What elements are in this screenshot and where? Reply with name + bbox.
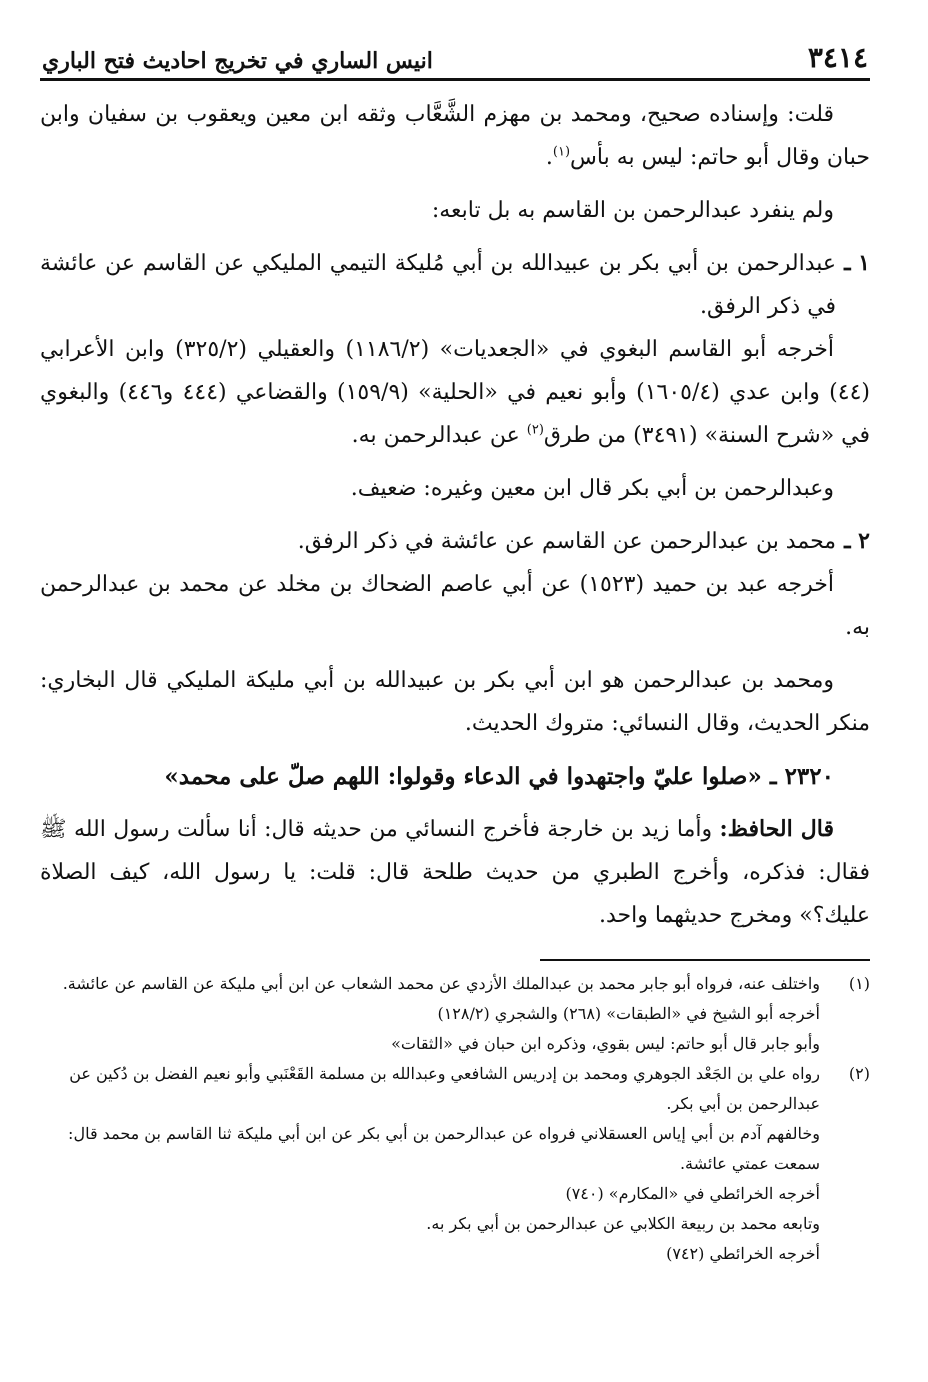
hafiz-label: قال الحافظ: (719, 816, 834, 842)
running-title: انيس الساري في تخريج احاديث فتح الباري (42, 48, 433, 74)
paragraph-takhrij-1: أخرجه أبو القاسم البغوي في «الجعديات» (١١٨٦/٢) والعقيلي (٣٢٥/٢) وابن الأعرابي (٤٤) وابن عدي (١٦٠٥/٤) وأبو نعيم في «الحلية» (١٥٩/٩) والقضاعي (٤٤٤ و٤٤٦) والبغوي في «شرح السنة» (٣٤٩١) من طرق$^{(٢)}$ عن عبدالرحمن به. (40, 337, 871, 448)
list-item-1 (40, 242, 870, 328)
footnote-2 (40, 1059, 870, 1269)
footnote-line: واختلف عنه، فرواه أبو جابر محمد بن عبدالملك الأزدي عن محمد الشعاب عن ابن أبي مليكة عن القاسم عن عائشة. (62, 974, 820, 993)
paragraph-takhrij-2: أخرجه عبد بن حميد (١٥٢٣) عن أبي عاصم الضحاك بن مخلد عن محمد بن عبدالرحمن به. (40, 572, 870, 640)
paragraph-narrator-grade-1: وعبدالرحمن بن أبي بكر قال ابن معين وغيره: ضعيف. (350, 476, 834, 501)
footnote-line: وأبو جابر قال أبو حاتم: ليس بقوي، وذكره ابن حبان في «الثقات» (391, 1034, 820, 1053)
footnote-line: أخرجه الخرائطي (٧٤٢) (666, 1244, 820, 1263)
page-header (40, 30, 870, 81)
footnote-ref-1: (١) (552, 144, 571, 160)
page-number: ٣٤١٤ (807, 41, 868, 74)
list-item-text: محمد بن عبدالرحمن عن القاسم عن عائشة في ذكر الرفق. (297, 529, 837, 554)
list-item-number: ٢ ـ (844, 528, 870, 554)
footnote-line: وخالفهم آدم بن أبي إياس العسقلاني فرواه عن عبدالرحمن بن أبي بكر عن ابن أبي مليكة ثنا القاسم بن محمد قال: سمعت عمتي عائشة. (68, 1124, 820, 1173)
paragraph-narrator-grade-2: ومحمد بن عبدالرحمن هو ابن أبي بكر بن عبيدالله بن أبي مليكة المليكي قال البخاري: منكر الحديث، وقال النسائي: متروك الحديث. (40, 668, 870, 736)
footnote-separator (540, 959, 870, 961)
footnote-line: رواه علي بن الجَعْد الجوهري ومحمد بن إدريس الشافعي وعبدالله بن مسلمة القَعْنَبي وأبو نعيم الفضل بن دُكين عن عبدالرحمن بن أبي بكر. (69, 1064, 820, 1113)
list-item-number: ١ ـ (844, 250, 870, 276)
main-text (40, 93, 870, 937)
list-item-text: عبدالرحمن بن أبي بكر بن عبيدالله بن أبي مُليكة التيمي المليكي عن القاسم عن عائشة في ذكر الرفق. (40, 251, 837, 319)
footnote-line: وتابعه محمد بن ربيعة الكلابي عن عبدالرحمن بن أبي بكر به. (426, 1214, 820, 1233)
paragraph-hafiz-quote: قال الحافظ: وأما زيد بن خارجة فأخرج النسائي من حديثه قال: أنا سألت رسول الله ﷺ فقال: فذكره، وأخرج الطبري من حديث طلحة قال: قلت: يا رسول الله، كيف الصلاة عليك؟» ومخرج حديثهما واحد. (40, 816, 870, 928)
footnote-number: (٢) (848, 1064, 870, 1083)
footnote-ref-2: (٢) (526, 422, 544, 438)
footnote-line: أخرجه أبو الشيخ في «الطبقات» (٢٦٨) والشجري (١٢٨/٢) (437, 1004, 820, 1023)
footnotes (40, 969, 870, 1269)
footnote-line: أخرجه الخرائطي في «المكارم» (٧٤٠) (565, 1184, 820, 1203)
list-item-2 (40, 520, 870, 563)
paragraph-isnad-assessment: قلت: وإسناده صحيح، ومحمد بن مهزم الشَّعَّاب وثقه ابن معين ويعقوب بن سفيان وابن حبان وقال أبو حاتم: ليس به بأس$^{(١)}$. (40, 102, 870, 170)
hadith-heading: ٢٣٢٠ ـ «صلوا عليّ واجتهدوا في الدعاء وقولوا: اللهم صلّ على محمد» (164, 763, 834, 790)
paragraph-mutabaat-intro: ولم ينفرد عبدالرحمن بن القاسم به بل تابعه: (431, 198, 834, 223)
footnote-number: (١) (848, 974, 870, 993)
footnote-1 (40, 969, 870, 1059)
document-page (40, 30, 870, 1269)
